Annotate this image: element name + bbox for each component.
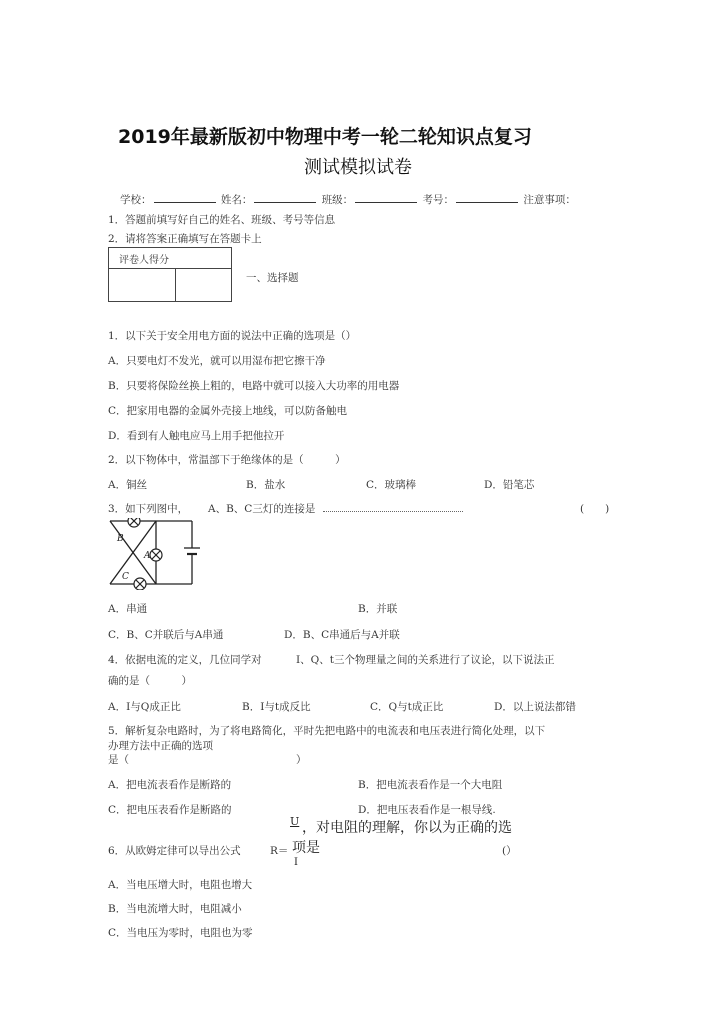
- q3-circuit-diagram: [106, 518, 202, 590]
- q3-option-a[interactable]: A．串通: [108, 603, 148, 615]
- q6-formula-lhs: R＝: [270, 845, 289, 857]
- q5-option-d[interactable]: D．把电压表看作是一根导线.: [358, 804, 496, 816]
- q6-option-a[interactable]: A．当电压增大时，电阻也增大: [108, 879, 253, 891]
- instruction-1: 1．答题前填写好自己的姓名、班级、考号等信息: [108, 214, 336, 226]
- q2-option-d[interactable]: D．铅笔芯: [484, 479, 535, 491]
- page-subtitle: 测试模拟试卷: [304, 157, 412, 178]
- instruction-2: 2．请将答案正确填写在答题卡上: [108, 233, 262, 245]
- q6-stem-part3: 项是: [292, 840, 320, 856]
- q6-fraction-numerator: U: [290, 815, 300, 828]
- q2-option-c[interactable]: C．玻璃棒: [366, 479, 417, 491]
- q4-option-d[interactable]: D．以上说法都错: [494, 701, 576, 713]
- class-label: 班级：: [321, 194, 354, 206]
- exam-no-blank[interactable]: [456, 192, 518, 203]
- q6-stem-part1: 6．从欧姆定律可以导出公式: [108, 845, 241, 857]
- score-cell[interactable]: [176, 269, 232, 302]
- section-title: 一、选择题: [246, 272, 299, 284]
- q1-option-d[interactable]: D．看到有人触电应马上用手把他拉开: [108, 430, 285, 442]
- student-info-row: [120, 192, 576, 207]
- q4-stem-part2: I、Q、t三个物理量之间的关系进行了议论，以下说法正: [296, 654, 555, 666]
- lamp-a-icon: [150, 549, 162, 561]
- name-blank[interactable]: [254, 192, 316, 203]
- school-label: 学校：: [120, 194, 152, 206]
- q6-option-c[interactable]: C．当电压为零时，电阻也为零: [108, 927, 253, 939]
- q6-fraction-denominator: I: [294, 857, 298, 868]
- q3-option-d[interactable]: D．B、C串通后与A并联: [284, 629, 400, 641]
- score-table-header: 评卷人得分: [109, 248, 232, 269]
- q3-option-c[interactable]: C．B、C并联后与A串通: [108, 629, 224, 641]
- q5-stem-part3: ）: [296, 754, 307, 766]
- q5-stem-part1: 5．解析复杂电路时，为了将电路简化，平时先把电路中的电流表和电压表进行简化处理，以下办理方法中正确的选项: [108, 725, 546, 752]
- q2-option-b[interactable]: B．盐水: [246, 479, 286, 491]
- q3-stem-part1: 3．如下列图中，: [108, 503, 189, 515]
- circuit-label-a: A: [144, 551, 151, 561]
- q4-option-b[interactable]: B．I与t成反比: [242, 701, 311, 713]
- grader-cell[interactable]: [109, 269, 176, 302]
- q3-option-b[interactable]: B．并联: [358, 603, 398, 615]
- q2-stem: 2．以下物体中，常温部下于绝缘体的是（ ）: [108, 454, 346, 466]
- class-blank[interactable]: [355, 192, 417, 203]
- q3-stem-text: A、B、C三灯的连接是: [208, 503, 316, 515]
- lamp-b-icon: [128, 518, 140, 527]
- q6-option-b[interactable]: B．当电流增大时，电阻减小: [108, 903, 242, 915]
- q4-stem-part3: 确的是（ ）: [108, 675, 192, 687]
- q4-option-c[interactable]: C．Q与t成正比: [370, 701, 444, 713]
- q6-stem-part2: ，对电阻的理解，你以为正确的选: [302, 820, 512, 836]
- q3-answer-line[interactable]: [323, 503, 463, 512]
- notes-label: 注意事项：: [523, 194, 576, 206]
- q1-option-a[interactable]: A．只要电灯不发光，就可以用湿布把它擦干净: [108, 355, 326, 367]
- lamp-c-icon: [134, 578, 146, 590]
- q5-option-b[interactable]: B．把电流表看作是一个大电阻: [358, 779, 503, 791]
- circuit-label-b: B: [117, 534, 124, 544]
- q6-paren: (）: [502, 845, 517, 857]
- q1-option-b[interactable]: B．只要将保险丝换上粗的，电路中就可以接入大功率的用电器: [108, 380, 400, 392]
- q4-stem-part1: 4．依据电流的定义，几位同学对: [108, 654, 262, 666]
- q3-paren: ( ): [580, 503, 610, 515]
- circuit-label-c: C: [122, 572, 129, 582]
- q3-stem-part2: [208, 501, 463, 516]
- q1-stem: 1．以下关于安全用电方面的说法中正确的选项是（）: [108, 330, 357, 342]
- q2-option-a[interactable]: A．铜丝: [108, 479, 148, 491]
- score-table: [108, 247, 232, 302]
- name-label: 姓名：: [220, 194, 253, 206]
- q5-option-a[interactable]: A．把电流表看作是断路的: [108, 779, 232, 791]
- q4-option-a[interactable]: A．I与Q成正比: [108, 701, 181, 713]
- school-blank[interactable]: [154, 192, 216, 203]
- q5-option-c[interactable]: C．把电压表看作是断路的: [108, 804, 232, 816]
- page-title: 2019年最新版初中物理中考一轮二轮知识点复习: [118, 126, 532, 148]
- q1-option-c[interactable]: C．把家用电器的金属外壳接上地线，可以防备触电: [108, 405, 348, 417]
- q5-stem-part2: 是（: [108, 754, 129, 766]
- exam-no-label: 考号：: [422, 194, 455, 206]
